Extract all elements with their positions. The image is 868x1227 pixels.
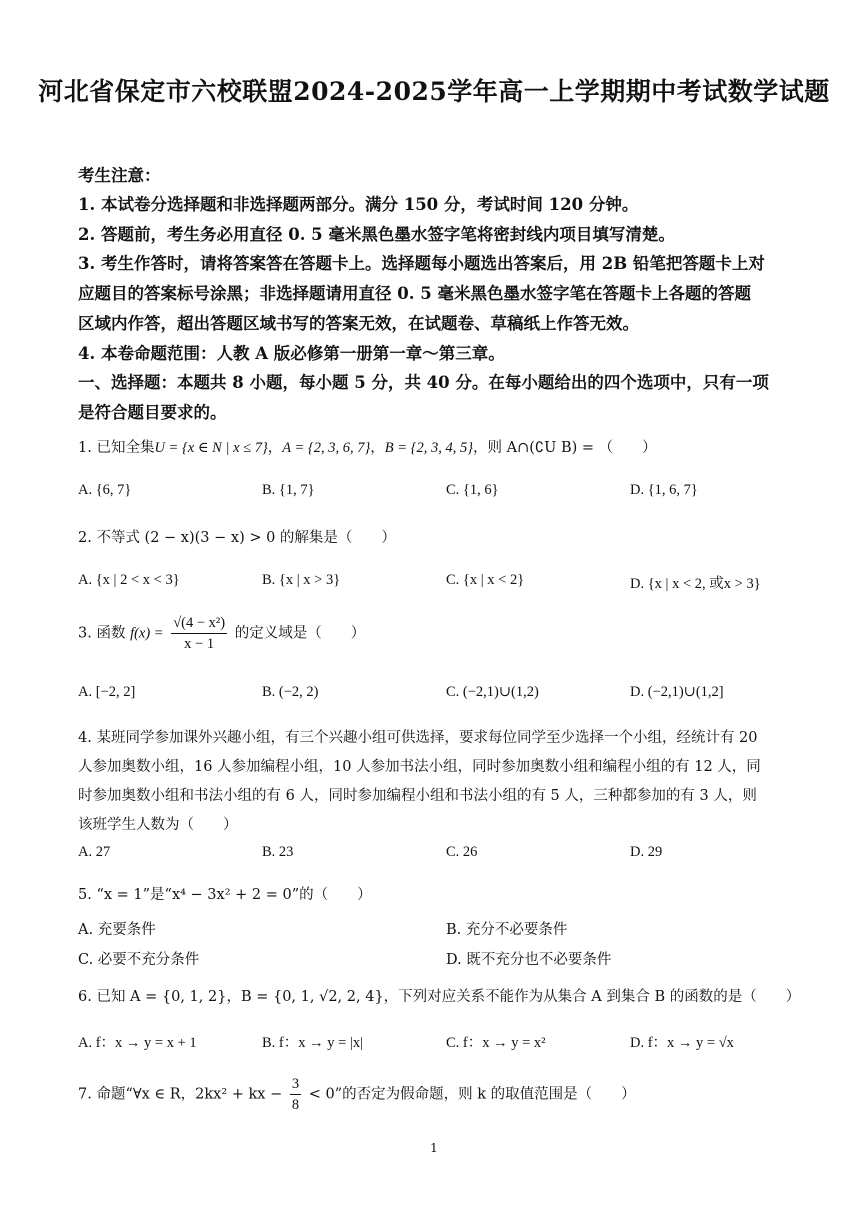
question-2-option-a: A. {x | 2 < x < 3} (78, 572, 180, 588)
notice-item-1: 1. 本试卷分选择题和非选择题两部分。满分 150 分，考试时间 120 分钟。 (78, 195, 639, 214)
question-3-denominator: x − 1 (184, 636, 215, 652)
question-5-stem: 5. “x = 1”是“x⁴ − 3x² + 2 = 0”的（ ） (78, 887, 372, 903)
page-title: 河北省保定市六校联盟2024-2025学年高一上学期期中考试数学试题 (38, 77, 830, 106)
question-5-option-d: D. 既不充分也不必要条件 (446, 952, 612, 968)
question-6-option-c: C. f：x → y = x² (446, 1035, 546, 1051)
question-6-stem: 6. 已知 A = {0, 1, 2}，B = {0, 1, √2, 2, 4}，下列对应关系不能作为从集合 A 到集合 B 的函数的是（ ） (78, 989, 801, 1005)
question-2-option-b: B. {x | x > 3} (262, 572, 341, 588)
question-4-option-d: D. 29 (630, 844, 663, 860)
question-5-option-c: C. 必要不充分条件 (78, 952, 200, 968)
notice-item-3-line-3: 区域内作答，超出答题区域书写的答案无效，在试题卷、草稿纸上作答无效。 (78, 314, 639, 333)
question-2-stem: 2. 不等式 (2 − x)(3 − x) > 0 的解集是（ ） (78, 530, 396, 546)
question-1-set-a: A = {2, 3, 6, 7} (282, 440, 371, 456)
question-1-option-a: A. {6, 7} (78, 482, 132, 498)
question-3-stem (78, 613, 365, 654)
question-6-option-a: A. f：x → y = x + 1 (78, 1035, 197, 1051)
question-1-option-c: C. {1, 6} (446, 482, 499, 498)
notice-item-3-line-2: 应题目的答案标号涂黑；非选择题请用直径 0. 5 毫米黑色墨水签字笔在答题卡上各题的答题 (78, 284, 751, 303)
question-1-stem: 1. 已知全集U = {x ∈ N | x ≤ 7}，A = {2, 3, 6, 7}，B = {2, 3, 4, 5}，则 A∩(∁U B) = （ ） (78, 440, 657, 456)
question-3-fraction (171, 613, 227, 654)
notice-item-4: 4. 本卷命题范围：人教 A 版必修第一册第一章～第三章。 (78, 344, 505, 363)
question-1-universal-set: U = {x ∈ N | x ≤ 7} (154, 440, 268, 456)
notice-item-2: 2. 答题前，考生务必用直径 0. 5 毫米黑色墨水签字笔将密封线内项目填写清楚。 (78, 225, 675, 244)
question-4-line-4: 该班学生人数为（ ） (78, 817, 238, 833)
question-7-prefix: 7. 命题“∀x ∈ R，2kx² + kx − (78, 1086, 283, 1103)
notice-item-3-line-1: 3. 考生作答时，请将答案答在答题卡上。选择题每小题选出答案后，用 2B 铅笔把答题卡上对 (78, 254, 765, 273)
question-7-numerator: 3 (290, 1074, 301, 1095)
question-2-option-c: C. {x | x < 2} (446, 572, 525, 588)
question-3-numerator: √(4 − x²) (171, 613, 227, 634)
question-3-option-c: C. (−2,1)∪(1,2) (446, 684, 539, 700)
question-3-function: f(x) = (130, 625, 164, 642)
question-3-prefix: 3. 函数 (78, 625, 126, 642)
question-1-option-b: B. {1, 7} (262, 482, 315, 498)
question-4-line-1: 4. 某班同学参加课外兴趣小组，有三个兴趣小组可供选择，要求每位同学至少选择一个小组，经统计有 20 (78, 730, 758, 746)
question-5-option-a: A. 充要条件 (78, 922, 156, 938)
question-7-suffix: < 0”的否定为假命题，则 k 的取值范围是（ ） (308, 1086, 636, 1103)
question-1-option-d: D. {1, 6, 7} (630, 482, 698, 498)
question-5-option-b: B. 充分不必要条件 (446, 922, 568, 938)
question-7-fraction (290, 1074, 301, 1115)
question-6-option-d: D. f：x → y = √x (630, 1035, 734, 1051)
question-3-option-a: A. [−2, 2] (78, 684, 136, 700)
question-3-option-d: D. (−2,1)∪(1,2] (630, 684, 724, 700)
question-7-stem (78, 1074, 636, 1115)
page-number: 1 (430, 1141, 438, 1155)
question-7-denominator: 8 (291, 1097, 300, 1113)
notice-heading: 考生注意： (78, 166, 161, 185)
question-3-option-b: B. (−2, 2) (262, 684, 319, 700)
question-2-option-d: D. {x | x < 2, 或x > 3} (630, 576, 761, 592)
question-4-line-3: 时参加奥数小组和书法小组的有 6 人，同时参加编程小组和书法小组的有 5 人，三种都参加的有 3 人，则 (78, 788, 757, 804)
section-heading-line-1: 一、选择题：本题共 8 小题，每小题 5 分，共 40 分。在每小题给出的四个选项中，只有一项 (78, 373, 769, 392)
question-1-set-b: B = {2, 3, 4, 5} (384, 440, 474, 456)
question-4-option-a: A. 27 (78, 844, 111, 860)
question-4-option-b: B. 23 (262, 844, 294, 860)
question-1-prefix: 1. 已知全集 (78, 440, 155, 456)
section-heading-line-2: 是符合题目要求的。 (78, 403, 227, 422)
question-6-option-b: B. f：x → y = |x| (262, 1035, 363, 1051)
question-4-option-c: C. 26 (446, 844, 478, 860)
question-1-ask: ，则 A∩(∁U B) = （ ） (473, 440, 657, 456)
question-4-line-2: 人参加奥数小组，16 人参加编程小组，10 人参加书法小组，同时参加奥数小组和编程小组的有 12 人，同 (78, 759, 761, 775)
question-3-suffix: 的定义域是（ ） (234, 625, 366, 642)
